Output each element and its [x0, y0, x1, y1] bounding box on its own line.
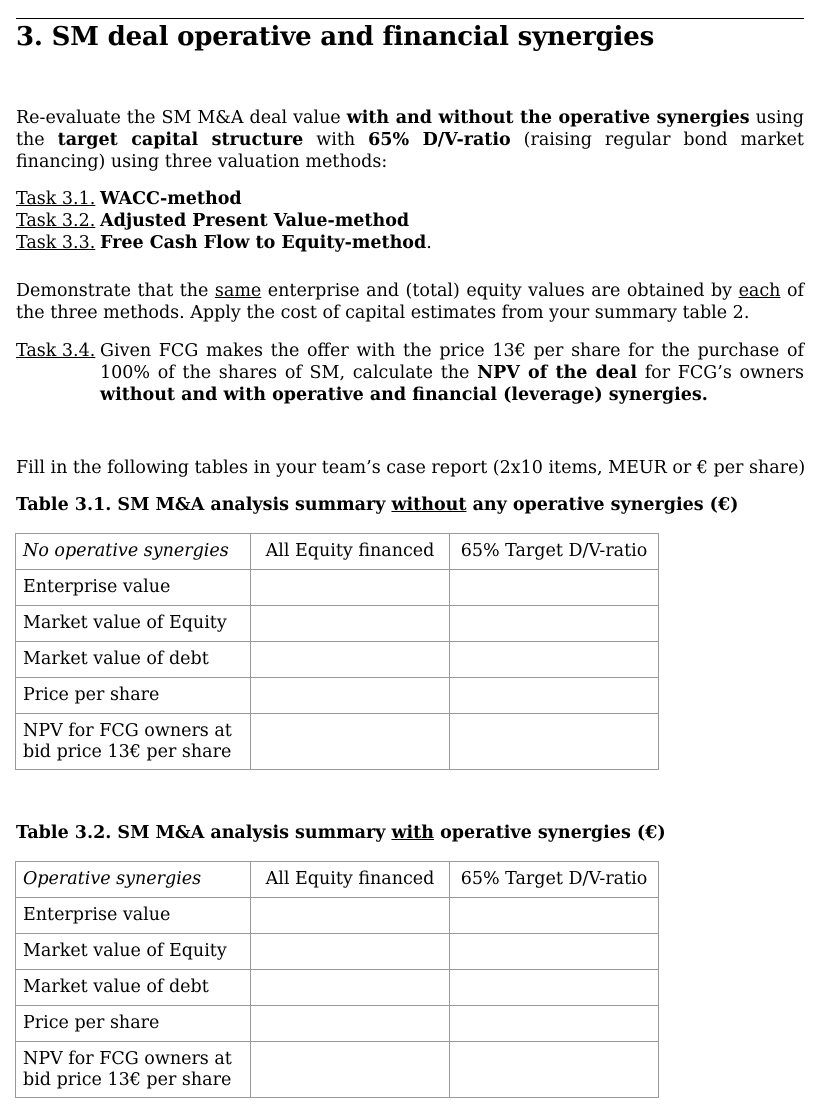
- input-cell[interactable]: [450, 898, 659, 934]
- table-row: Price per share: [16, 678, 659, 714]
- table-row: Market value of Equity: [16, 606, 659, 642]
- table-3-1-caption: Table 3.1. SM M&A analysis summary without any operative synergies (€): [16, 495, 739, 515]
- table-row: Market value of debt: [16, 970, 659, 1006]
- input-cell[interactable]: [450, 970, 659, 1006]
- input-cell[interactable]: [251, 898, 450, 934]
- table-row: Price per share: [16, 1006, 659, 1042]
- input-cell[interactable]: [450, 678, 659, 714]
- input-cell[interactable]: [251, 970, 450, 1006]
- table-3-2: [15, 861, 659, 1098]
- demonstrate-paragraph: Demonstrate that the same enterprise and (total) equity values are obtained by each of the three methods. Apply the cost of capital estimates from your summary table 2.: [16, 281, 804, 323]
- input-cell[interactable]: [450, 642, 659, 678]
- section-title: 3. SM deal operative and financial synergies: [16, 22, 655, 52]
- input-cell[interactable]: [450, 606, 659, 642]
- table-row: Enterprise value: [16, 570, 659, 606]
- table-header-row: No operative synergies All Equity financed 65% Target D/V-ratio: [16, 534, 659, 570]
- input-cell[interactable]: [251, 1042, 450, 1098]
- task-list: [16, 188, 804, 254]
- input-cell[interactable]: [251, 1006, 450, 1042]
- table-3-2-caption: Table 3.2. SM M&A analysis summary with operative synergies (€): [16, 823, 666, 843]
- input-cell[interactable]: [450, 934, 659, 970]
- input-cell[interactable]: [450, 1006, 659, 1042]
- input-cell[interactable]: [251, 714, 450, 770]
- fill-instruction: Fill in the following tables in your team’s case report (2x10 items, MEUR or € per share): [16, 458, 806, 478]
- top-rule: [16, 18, 804, 19]
- table-row: Market value of Equity: [16, 934, 659, 970]
- input-cell[interactable]: [450, 570, 659, 606]
- task-item: Task 3.3. Free Cash Flow to Equity-method.: [16, 233, 432, 253]
- input-cell[interactable]: [251, 642, 450, 678]
- input-cell[interactable]: [251, 606, 450, 642]
- table-header-row: Operative synergies All Equity financed 65% Target D/V-ratio: [16, 862, 659, 898]
- task-3-4: Task 3.4. Given FCG makes the offer with the price 13€ per share for the purchase of 100% of the shares of SM, calculate the NPV of the deal for FCG’s owners without and with operative and financial (leverage) synergies.: [16, 341, 804, 405]
- table-row: Enterprise value: [16, 898, 659, 934]
- intro-paragraph: Re-evaluate the SM M&A deal value with and without the operative synergies using the target capital structure with 65% D/V-ratio (raising regular bond market financing) using three valuation methods:: [16, 108, 804, 172]
- input-cell[interactable]: [251, 934, 450, 970]
- table-row: NPV for FCG owners at bid price 13€ per share: [16, 1042, 659, 1098]
- task-item: Task 3.1. WACC-method: [16, 189, 242, 209]
- input-cell[interactable]: [251, 570, 450, 606]
- input-cell[interactable]: [251, 678, 450, 714]
- table-row: NPV for FCG owners at bid price 13€ per share: [16, 714, 659, 770]
- task-item: Task 3.2. Adjusted Present Value-method: [16, 211, 410, 231]
- table-3-1: [15, 533, 659, 770]
- table-row: Market value of debt: [16, 642, 659, 678]
- input-cell[interactable]: [450, 714, 659, 770]
- input-cell[interactable]: [450, 1042, 659, 1098]
